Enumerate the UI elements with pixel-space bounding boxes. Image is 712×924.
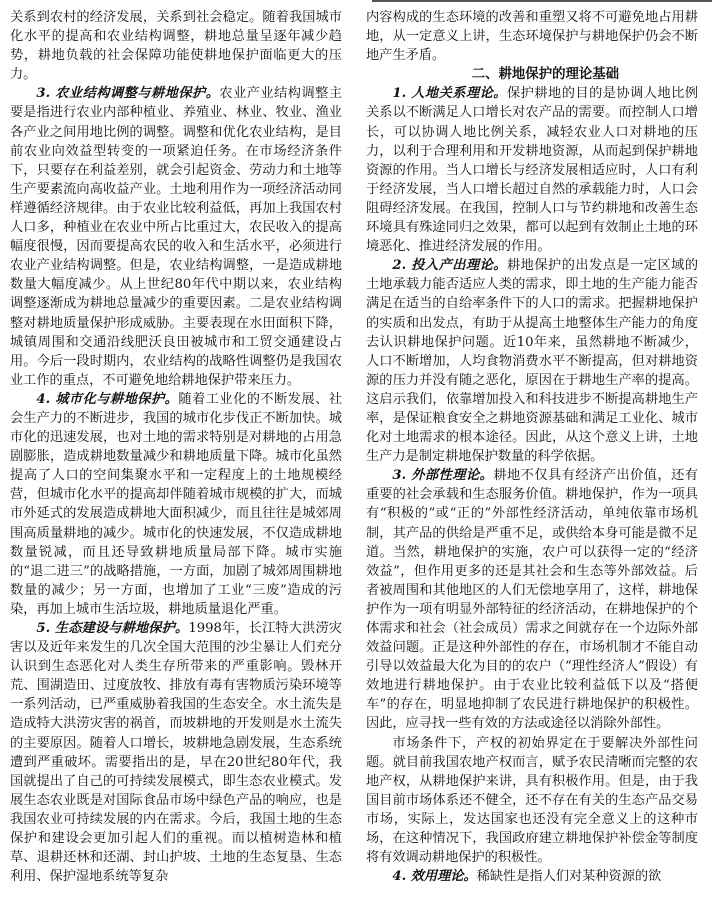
subheading: 5. 生态建设与耕地保护。 — [36, 621, 189, 636]
paragraph-agri-structure — [10, 84, 342, 390]
paragraph-externality — [366, 466, 698, 733]
subheading: 3. 外部性理论。 — [392, 468, 494, 484]
paragraph: 内容构成的生态环境的改善和重塑又将不可避免地占用耕地，从一定意义上讲，生态环境保护与耕地保护仍会不断地产生矛盾。 — [366, 10, 698, 64]
paragraph-ecology — [10, 619, 342, 886]
right-column — [366, 8, 698, 920]
paragraph-text: 保护耕地的目的是协调人地比例关系以不断满足人口增长对农产品的需要。而控制人口增长，可以协调人地比例关系，减轻农业人口对耕地的压力，以利于合理利用和开发耕地资源，从而起到保护耕地资源的作用。当人口增长与经济发展相适应时，人口有利于经济发展，当人口增长超过自然的承载能力时，人口会阻碍经济发展。在我国，控制人口与节约耕地和改善生态环境具有殊途同归之效果，都可以起到有效制止土地的环境恶化、推进经济发展的作用。 — [366, 86, 698, 255]
paragraph-text: 耕地保护的出发点是一定区域的土地承载力能否适应人类的需求，即土地的生产能力能否满足在适当的自给率条件下的人口的需求。把握耕地保护的实质和出发点，有助于从提高土地整体生产能力的角度去认识耕地保护问题。近10年来，虽然耕地不断减少，人口不断增加，人均食物消费水平不断提高，但对耕地资源的压力并没有随之恶化，原因在于耕地生产率的提高。这启示我们，依靠增加投入和科技进步不断提高耕地生产率，是保证粮食安全之耕地资源基础和满足工业化、城市化对土地需求的根本途径。因此，从这个意义上讲，土地生产力是制定耕地保护数量的科学依据。 — [366, 258, 698, 465]
paragraph-property-rights: 市场条件下，产权的初始界定在于要解决外部性问题。就目前我国农地产权而言，赋予农民清晰而完整的农地产权，从耕地保护来讲，具有积极作用。但是，由于我国目前市场体系还不健全，还不存在有关的生态产品交易市场，实际上，发达国家也还没有完全意义上的这种市场，在这种情况下，我国政府建立耕地保护补偿金等制度将有效调动耕地保护的积极性。 — [366, 735, 698, 866]
subheading: 2. 投入产出理论。 — [392, 258, 507, 274]
subheading: 4. 效用理论。 — [392, 869, 477, 885]
paragraph-text: 随着工业化的不断发展、社会生产力的不断进步，我国的城市化步伐正不断加快。城市化的迅速发展，也对土地的需求特别是对耕地的占用急剧膨胀，造成耕地数量减少和耕地质量下降。城市化虽然提高了人口的空间集聚水平和一定程度上的土地规模经营，但城市化水平的提高却伴随着城市规模的扩大，而城市外延式的发展造成耕地大面积减少，而且往往是城郊周围高质量耕地的减少。城市化的快速发展，不仅造成耕地数量锐减，而且还导致耕地质量局部下降。城市实施的“退二进三”的战略措施，一方面，加剧了城郊周围耕地数量的减少；另一方面，也增加了工业“三废”造成的污染，再加上城市生活垃圾，耕地质量退化严重。 — [10, 391, 342, 617]
subheading: 1. 人地关系理论。 — [392, 86, 507, 102]
paragraph-text: 耕地不仅具有经济产出价值，还有重要的社会承载和生态服务价值。耕地保护，作为一项具有“积极的”或“正的”外部性经济活动，单纯依靠市场机制，其产品的供给是严重不足，或供给本身可能是微不足道。当然，耕地保护的实施，农户可以获得一定的“经济效益”，但作用更多的还是其社会和生态等外部效益。后者被周围和其他地区的人们无偿地享用了，这样，耕地保护作为一项有明显外部特征的经济活动，在耕地保护的个体需求和社会（社会成员）需求之间就存在一个边际外部效益问题。正是这种外部性的存在，市场机制才不能自动引导以效益最大化为目的的农户（“理性经济人”假设）有效地进行耕地保护。由于农业比较利益低下以及“搭便车”的存在，明显地抑制了农民进行耕地保护的积极性。因此，应寻找一些有效的方法或途径以消除外部性。 — [366, 468, 698, 732]
paragraph-text: 稀缺性是指人们对某种资源的欲 — [476, 869, 662, 885]
paragraph: 关系到农村的经济发展，关系到社会稳定。随着我国城市化水平的提高和农业结构调整，耕地总量呈逐年减少趋势，耕地负载的社会保障功能使耕地保护面临更大的压力。 — [10, 10, 342, 83]
header-rule — [372, 0, 712, 2]
left-column — [10, 8, 342, 920]
paragraph-urbanization — [10, 390, 342, 619]
paragraph-text: 农业产业结构调整主要是指进行农业内部种植业、养殖业、林业、牧业、渔业各产业之间用地比例的调整。调整和优化农业结构，是目前农业向效益型转变的一项紧迫任务。在市场经济条件下，只要存在利益差别，就会引起资金、劳动力和土地等生产要素流向高收益产业。土地利用作为一项经济活动同样遵循经济规律。由于农业比较利益低，再加上我国农村人口多，种植业在农业中所占比重过大，农民收入的提高幅度很慢，因而要提高农民的收入和生活水平，必须进行农业产业结构调整。但是，农业结构调整，一是造成耕地数量大幅度减少。从上世纪80年代中期以来，农业结构调整逐渐成为耕地总量减少的重要因素。二是农业结构调整对耕地质量保护形成威胁。主要表现在水田面积下降，城镇周围和交通沿线肥沃良田被城市和工贸交通建设占用。今后一段时期内，农业结构的战略性调整仍是我国农业工作的重点，不可避免地给耕地保护带来压力。 — [10, 86, 342, 388]
subheading: 4. 城市化与耕地保护。 — [36, 391, 179, 407]
paragraph-human-land — [366, 84, 698, 256]
subheading: 3. 农业结构调整与耕地保护。 — [36, 86, 220, 102]
paragraph-input-output — [366, 256, 698, 466]
section-title: 二、耕地保护的理论基础 — [471, 67, 620, 83]
paragraph-text: 1998年，长江特大洪涝灾害以及近年来发生的几次全国大范围的沙尘暴让人们充分认识到生态恶化对人类生存所带来的严重影响。毁林开荒、围湖造田、过度放牧、排放有毒有害物质污染环境等一系列活动，已严重威胁着我国的生态安全。水土流失是造成特大洪涝灾害的祸首，而坡耕地的开发则是水土流失的主要原因。随着人口增长，坡耕地急剧发展，生态系统遭到严重破坏。需要指出的是，早在20世纪80年代，我国就提出了自己的可持续发展模式，即生态农业模式。发展生态农业既是对国际食品市场中绿色产品的响应，也是我国农业可持续发展的内在需求。今后，我国土地的生态保护和建设会更加引起人们的重视。而以植树造林和植草、退耕还林和还湖、封山护坡、土地的生态复垦、生态利用、保护湿地系统等复杂 — [10, 621, 342, 885]
paragraph-utility — [366, 867, 698, 886]
